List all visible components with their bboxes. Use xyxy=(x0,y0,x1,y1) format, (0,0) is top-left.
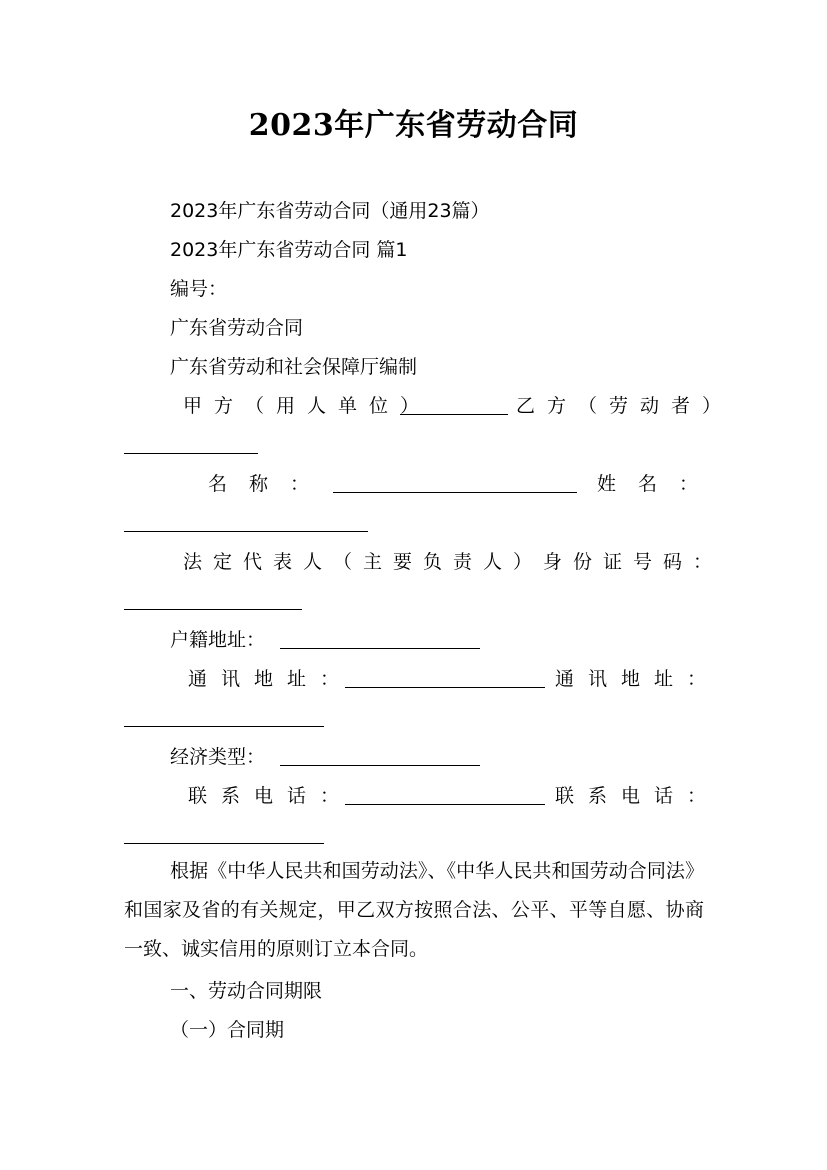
party-a-label: 甲方（用人单位） xyxy=(183,395,432,417)
phone-label-b: 联系电话： xyxy=(555,785,721,807)
intro-paragraph: 根据《中华人民共和国劳动法》、《中华人民共和国劳动合同法》和国家及省的有关规定，甲乙双方按照合法、公平、平等自愿、协商一致、诚实信用的原则订立本合同。 xyxy=(124,860,704,960)
subsection-heading-1: （一）合同期 xyxy=(170,1019,285,1041)
address-label-b: 通讯地址： xyxy=(555,668,721,690)
phone-blank-b xyxy=(124,843,324,844)
phone-blank-a xyxy=(345,804,545,805)
economic-type-blank xyxy=(280,765,480,766)
economic-type-label: 经济类型： xyxy=(170,746,266,768)
person-name-blank xyxy=(124,531,368,532)
phone-label-a: 联系电话： xyxy=(188,785,354,807)
document-title: 2023年广东省劳动合同 xyxy=(248,108,579,143)
household-address-label: 户籍地址： xyxy=(170,629,266,651)
part-heading: 2023年广东省劳动合同 篇1 xyxy=(170,239,408,261)
household-address-blank xyxy=(280,648,480,649)
legal-rep-blank xyxy=(124,609,302,610)
contract-name: 广东省劳动合同 xyxy=(170,317,304,339)
person-name-label: 姓名： xyxy=(597,473,721,495)
address-blank-a xyxy=(345,687,545,688)
address-blank-b xyxy=(124,726,324,727)
name-label: 名称： xyxy=(208,473,332,495)
party-b-blank xyxy=(124,453,258,454)
number-label: 编号： xyxy=(170,278,228,300)
name-blank xyxy=(333,492,577,493)
address-label-a: 通讯地址： xyxy=(188,668,354,690)
section-heading-1: 一、劳动合同期限 xyxy=(170,980,323,1002)
party-b-label: 乙方（劳动者） xyxy=(516,395,734,417)
party-a-blank xyxy=(400,414,508,415)
issuer-line: 广东省劳动和社会保障厅编制 xyxy=(170,356,418,378)
legal-rep-label: 法定代表人（主要负责人）身份证号码： xyxy=(183,551,724,573)
document-subtitle: 2023年广东省劳动合同（通用23篇） xyxy=(170,200,490,222)
